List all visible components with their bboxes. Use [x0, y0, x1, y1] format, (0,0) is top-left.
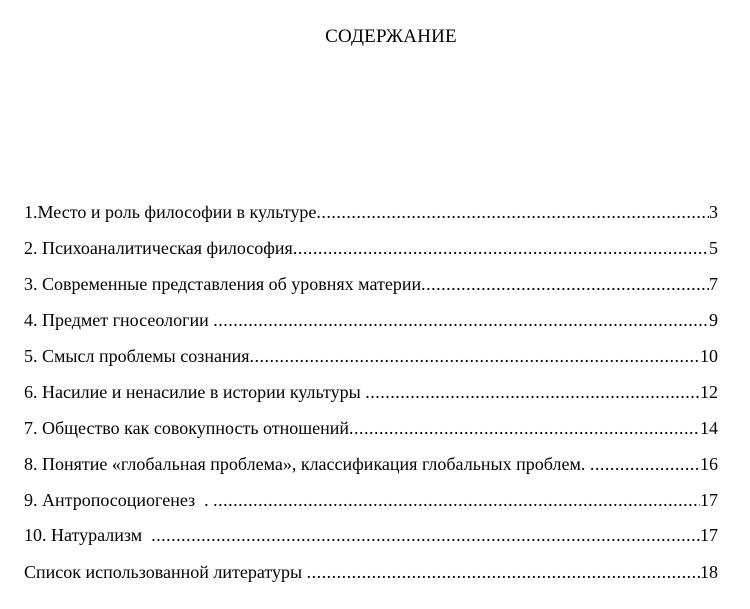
toc-entry: [24, 310, 718, 346]
toc-entry: [24, 274, 718, 310]
toc-entry: [24, 418, 718, 454]
toc-page-number: 10: [700, 346, 718, 366]
toc-page-number: 9: [709, 310, 718, 330]
toc-entry: [24, 525, 718, 562]
dot-leader: [307, 562, 700, 583]
toc-entry-text: 5. Смысл проблемы сознания: [24, 346, 250, 366]
toc-page-number: 18: [700, 562, 718, 582]
dot-leader: [250, 346, 700, 367]
toc-page-number: 5: [709, 238, 718, 258]
toc-entry-text: Список использованной литературы: [24, 562, 307, 582]
dot-leader: [213, 310, 709, 331]
toc-page-number: 17: [700, 525, 718, 545]
toc-page-number: 17: [700, 490, 718, 510]
toc-page-number: 7: [709, 274, 718, 294]
table-of-contents: [24, 202, 718, 598]
toc-entry-text: 10. Натурализм: [24, 525, 152, 545]
toc-entry-text: 3. Современные представления об уровнях материи: [24, 274, 422, 294]
dot-leader: [293, 238, 709, 259]
toc-entry-text: 6. Насилие и ненасилие в истории культуры: [24, 382, 366, 402]
toc-entry: [24, 490, 718, 525]
page-title: СОДЕРЖАНИЕ: [325, 26, 457, 47]
toc-entry: [24, 202, 718, 238]
dot-leader: [316, 202, 709, 223]
dot-leader: [590, 454, 700, 475]
dot-leader: [421, 274, 709, 295]
toc-page-number: 16: [700, 454, 718, 474]
dot-leader: [151, 525, 700, 546]
toc-entry-text: 1.Место и роль философии в культуре: [24, 202, 317, 222]
toc-page-number: 12: [700, 382, 718, 402]
toc-entry-text: 4. Предмет гносеологии: [24, 310, 214, 330]
toc-entry: [24, 562, 718, 598]
toc-entry: [24, 382, 718, 418]
toc-entry-text: 2. Психоаналитическая философия: [24, 238, 293, 258]
toc-entry-text: 9. Антропосоциогенез .: [24, 490, 214, 510]
dot-leader: [213, 490, 700, 511]
toc-page-number: 3: [709, 202, 718, 222]
toc-page-number: 14: [700, 418, 718, 438]
toc-entry: [24, 346, 718, 382]
dot-leader: [349, 418, 700, 439]
toc-entry: [24, 454, 718, 490]
toc-entry-text: 7. Общество как совокупность отношений: [24, 418, 350, 438]
toc-entry-text: 8. Понятие «глобальная проблема», классификация глобальных проблем.: [24, 454, 590, 474]
toc-entry: [24, 238, 718, 274]
dot-leader: [365, 382, 700, 403]
